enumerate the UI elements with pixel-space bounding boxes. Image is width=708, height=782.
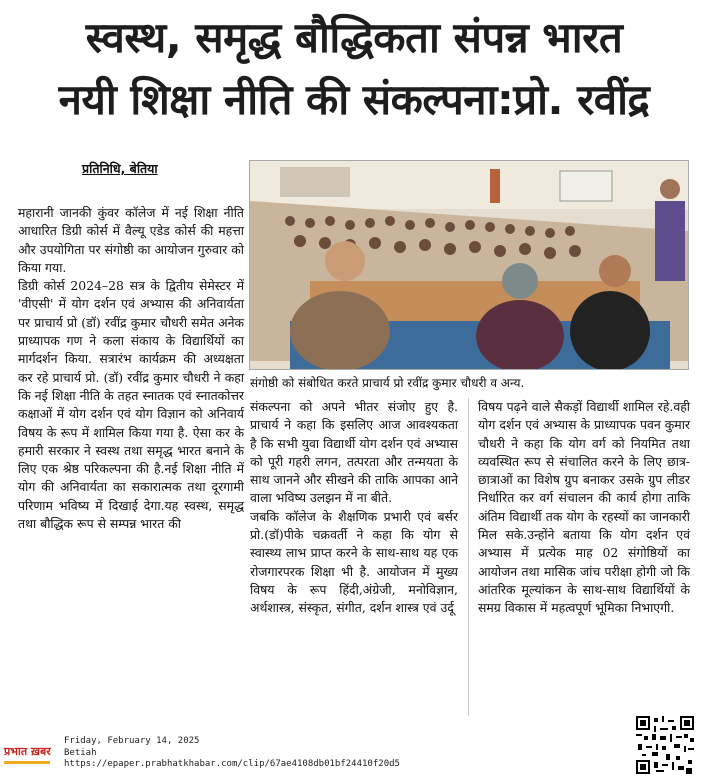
- paragraph: डिग्री कोर्स 2024–28 सत्र के द्वितीय सेमेस्टर में 'वीएसी' में योग दर्शन एवं अभ्यास की अनिवार्यता पर प्राचार्य प्रो (डॉ) रवींद्र कुमार चौधरी समेत अनेक प्राध्यापक गण ने कला संकाय के विद्यार्थियों का मार्गदर्शन किया. सत्रारंभ कार्यक्रम की अध्यक्षता कर रहे प्राचार्य प्रो. (डॉ) रवींद्र कुमार चौधरी ने कहा कि नई शिक्षा नीति के तहत स्नातक एवं स्नातकोत्तर कक्षाओं में योग दर्शन एवं योग विज्ञान को अनिवार्य विषय के रूप में शामिल किया गया है. ऐसा कर के हमारी सरकार ने स्वस्थ तथा समृद्ध भारत बनाने के लिए एक श्रेष्ठ परिकल्पना की है.नई शिक्षा नीति में योग की अनिवार्यता का सकारात्मक तथा दूरगामी परिणाम भविष्य में दिखाई देगा.यह स्वस्थ, समृद्ध तथा बौद्धिक रूप से सम्पन्न भारत की: [18, 278, 244, 532]
- byline: प्रतिनिधि, बेतिया: [82, 161, 158, 176]
- prabhat-khabar-logo: [4, 744, 51, 764]
- article-column-3: [478, 398, 690, 618]
- seminar-hall-photo: [250, 161, 688, 369]
- article-column-2: [250, 398, 458, 618]
- footer: [0, 736, 708, 782]
- logo-text: प्रभात ख़बर: [4, 745, 51, 758]
- clip-date: Friday, February 14, 2025: [64, 736, 200, 746]
- paragraph: महारानी जानकी कुंवर कॉलेज में नई शिक्षा नीति आधारित डिग्री कोर्स में वैल्यू एडेड कोर्स की महत्ता और उपयोगिता पर संगोष्ठी का आयोजन गुरुवार को किया गया.: [18, 205, 244, 275]
- event-photo: [249, 160, 689, 370]
- clip-metadata: [64, 736, 400, 771]
- qr-code-icon[interactable]: [636, 716, 694, 774]
- headline-line-1: स्वस्थ, समृद्ध बौद्धिकता संपन्न भारत: [85, 13, 623, 62]
- article-column-1: [18, 204, 244, 533]
- paragraph: संकल्पना को अपने भीतर संजोए हुए है. प्राचार्य ने कहा कि इसलिए आज आवश्यकता है कि सभी युवा विद्यार्थी योग दर्शन एवं अभ्यास को पूरी गहरी लगन, तत्परता और तन्मयता के साथ जानने और सीखने की ताकि आपका आने वाला भविष्य उलझन में ना बीते.: [250, 399, 458, 506]
- paragraph: विषय पढ़ने वाले सैकड़ों विद्यार्थी शामिल रहे.वही योग दर्शन एवं अभ्यास के प्राध्यापक पवन कुमार चौधरी ने कहा कि योग वर्ग को नियमित तथा व्यवस्थित रूप से संचालित करने के लिए छात्र- छात्राओं का विशेष ग्रुप बनाकर उसके ग्रुप लीडर निर्धारित कर वर्ग संचालन की कार्य होगा ताकि अंतिम विद्यार्थी तक योग के रहस्यों का जानकारी मिल सके.उन्होंने बताया कि योग दर्शन एवं अभ्यास में प्रत्येक माह 02 संगोष्ठियों का आयोजन तथा मासिक जांच परीक्षा होगी जो कि आंतरिक मूल्यांकन के साथ-साथ विद्यार्थियों के समग्र विकास में महत्वपूर्ण भूमिका निभाएगी.: [478, 399, 690, 616]
- paragraph: जबकि कॉलेज के शैक्षणिक प्रभारी एवं बर्सर प्रो.(डॉ)पीके चक्रवर्ती ने कहा कि योग से स्वास्थ्य लाभ प्राप्त करने के साथ-साथ यह एक रोजगारपरक शिक्षा भी है. आयोजन में मुख्य विषय के रूप हिंदी,अंग्रेजी, मनोविज्ञान, अर्थशास्त्र, संस्कृत, संगीत, दर्शन शास्त्र एवं उर्दू: [250, 508, 458, 616]
- headline-line-2: नयी शिक्षा नीति की संकल्पना:प्रो. रवींद्र: [58, 75, 650, 124]
- clip-url[interactable]: https://epaper.prabhatkhabar.com/clip/67ae4108db01bf24410f20d5: [64, 759, 400, 769]
- column-divider: [468, 398, 469, 716]
- photo-caption: संगोष्ठी को संबोधित करते प्राचार्य प्रो रवींद्र कुमार चौधरी व अन्य.: [250, 376, 525, 390]
- clip-edition: Betiah: [64, 747, 97, 758]
